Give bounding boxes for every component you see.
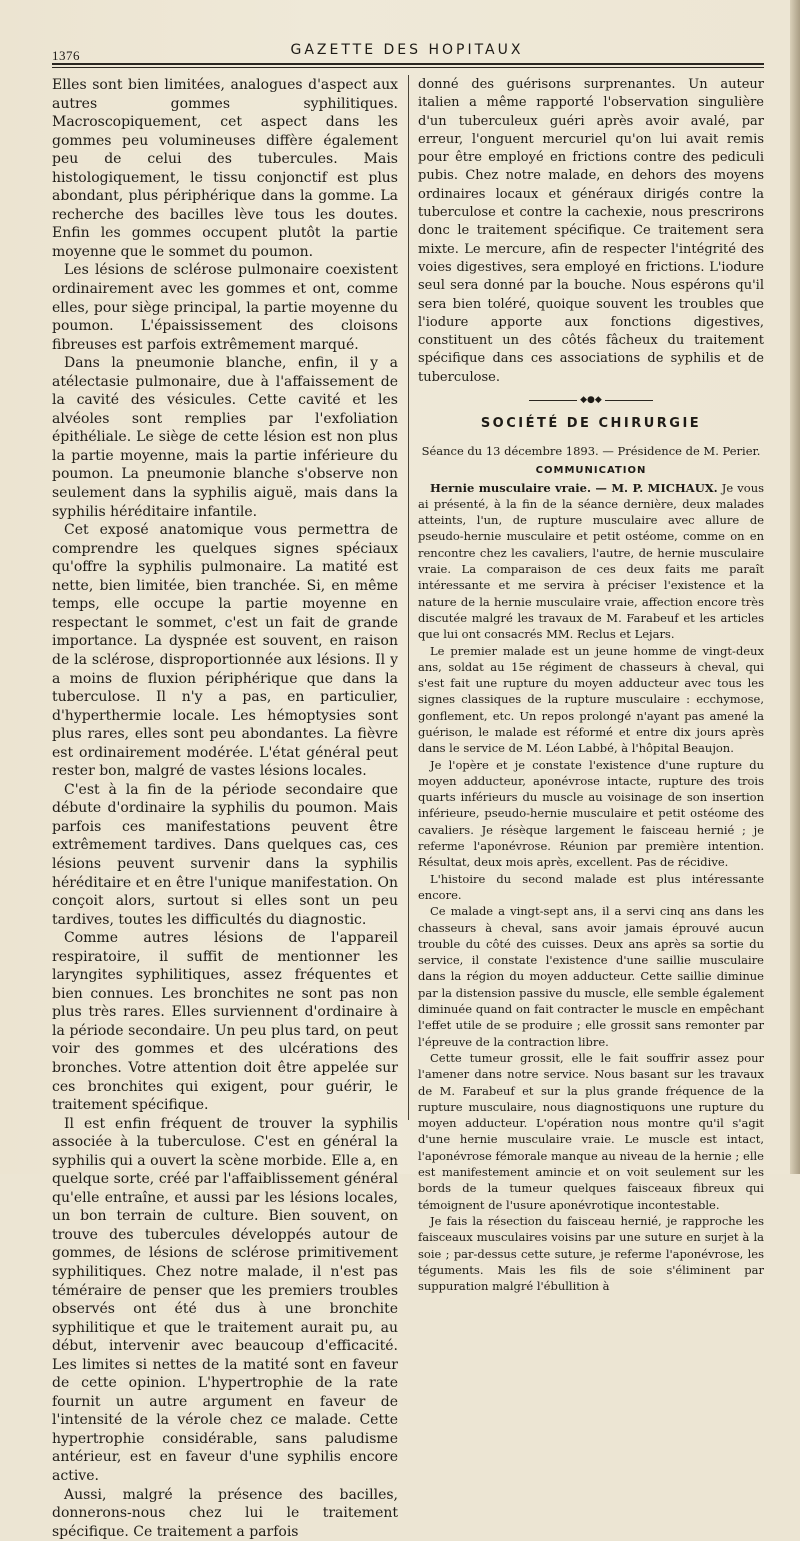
ornament-rule-left — [529, 400, 577, 401]
section-ornament — [418, 395, 764, 406]
column-divider — [408, 75, 409, 1120]
left-paragraph-5: C'est à la fin de la période secondaire que débute d'ordinaire la syphilis du poumon. Mais parfois ces manifestations peuvent être extrêmement tardives. Dans quelques cas, ces lésions peuvent survenir dans la syphilis héréditaire et en être l'unique manifestation. On conçoit alors, surtout si elles sont un peu tardives, toutes les difficultés du diagnostic. — [52, 781, 398, 928]
communication-heading: COMMUNICATION — [535, 464, 647, 476]
journal-title: GAZETTE DES HOPITAUX — [290, 42, 524, 58]
section-title: SOCIÉTÉ DE CHIRURGIE — [480, 415, 702, 431]
right-paragraph-6: Je fais la résection du faisceau hernié, je rapproche les faisceaux musculaires voisins par une suture en surjet à la soie ; par-dessus cette suture, je referme l'aponévrose, les téguments. Mais les fils de soie s'éliminent par suppuration malgré l'ébullition à — [418, 1213, 764, 1294]
left-paragraph-8: Aussi, malgré la présence des bacilles, donnerons-nous chez lui le traitement spécifique. Ce traitement a parfois — [52, 1486, 398, 1540]
communication-lead-text: Je vous ai présenté, à la fin de la séance dernière, deux malades atteints, l'un, de rupture musculaire avec allure de pseudo-hernie musculaire et petit ostéome, comme on en rencontre chez les cavaliers, l'autre, de hernie musculaire vraie. La comparaison de ces deux faits me paraît intéressante et me servira à préciser l'existence et la nature de la hernie musculaire vraie, affection encore très discutée malgré les travaux de M. Farabeuf et les articles que lui ont consacrés MM. Reclus et Lejars. — [418, 480, 764, 642]
ornament-dots-icon: ◆●◆ — [580, 395, 602, 406]
right-column — [418, 76, 764, 1294]
right-intro-paragraph: donné des guérisons surprenantes. Un auteur italien a même rapporté l'observation singulière d'un tuberculeux guéri après avoir avalé, par erreur, l'onguent mercuriel qu'on lui avait remis pour être employé en frictions contre des pediculi pubis. Chez notre malade, en dehors des moyens ordinaires locaux et généraux dirigés contre la tuberculose et contre la cachexie, nous prescrirons donc le traitement spécifique. Ce traitement sera mixte. Le mercure, afin de respecter l'intégrité des voies digestives, sera employé en frictions. L'iodure seul sera donné par la bouche. Nous espérons qu'il sera bien toléré, quoique souvent les troubles que l'iodure apporte aux fonctions digestives, constituent un des côtés fâcheux du traitement spécifique dans ces associations de syphilis et de tuberculose. — [418, 77, 764, 385]
left-column — [52, 76, 398, 1541]
session-line: Séance du 13 décembre 1893. — Présidence de M. Perier. — [421, 443, 761, 458]
header-rule-thick — [52, 63, 764, 65]
right-paragraph-1: Le premier malade est un jeune homme de vingt-deux ans, soldat au 15e régiment de chasseurs à cheval, qui s'est fait une rupture du moyen adducteur avec tous les signes classiques de la rupture musculaire : ecchymose, gonflement, etc. Un repos prolongé n'ayant pas amené la guérison, le malade est réformé et entre dix jours après dans le service de M. Léon Labbé, à l'hôpital Beaujon. — [418, 643, 764, 756]
header-rule-thin — [52, 67, 764, 68]
right-paragraph-2: Je l'opère et je constate l'existence d'une rupture du moyen adducteur, aponévrose intacte, rupture des trois quarts inférieurs du muscle au voisinage de son insertion inférieure, pseudo-hernie musculaire et petit ostéome des cavaliers. Je résèque largement le faisceau hernié ; je referme l'aponévrose. Réunion par première intention. Résultat, deux mois après, excellent. Pas de récidive. — [418, 757, 764, 870]
left-paragraph-1: Elles sont bien limitées, analogues d'aspect aux autres gommes syphilitiques. Macroscopiquement, cet aspect dans les gommes peu volumineuses diffère également peu de celui des tubercules. Mais histologiquement, le tissu conjonctif est plus abondant, plus périphérique dans la gomme. La recherche des bacilles lève tous les doutes. Enfin les gommes occupent plutôt la partie moyenne que le sommet du poumon. — [52, 77, 398, 260]
right-paragraph-3: L'histoire du second malade est plus intéressante encore. — [418, 871, 764, 902]
ornament-rule-right — [605, 400, 653, 401]
communication-lead-title: Hernie musculaire vraie. — M. P. MICHAUX. — [430, 480, 718, 495]
communication-lead-paragraph — [418, 480, 764, 643]
left-paragraph-6: Comme autres lésions de l'appareil respiratoire, il suffit de mentionner les laryngites syphilitiques, assez fréquentes et bien connues. Les bronchites ne sont pas non plus très rares. Elles surviennent d'ordinaire à la période secondaire. Un peu plus tard, on peut voir des gommes et des ulcérations des bronches. Votre attention doit être appelée sur ces bronchites qui exigent, pour guérir, le traitement spécifique. — [52, 930, 398, 1114]
left-paragraph-7: Il est enfin fréquent de trouver la syphilis associée à la tuberculose. C'est en général la syphilis qui a ouvert la scène morbide. Elle a, en quelque sorte, créé par l'affaiblissement général qu'elle entraîne, et aussi par les lésions locales, un bon terrain de culture. Bien souvent, on trouve des tubercules développés autour de gommes, de lésions de sclérose primitivement syphilitiques. Chez notre malade, il n'est pas téméraire de penser que les premiers troubles observés ont été dus à une bronchite syphilitique et que le traitement aurait pu, au début, intervenir avec beaucoup d'efficacité. Les limites si nettes de la matité sont en faveur de cette opinion. L'hypertrophie de la rate fournit un autre argument en faveur de l'intensité de la vérole chez ce malade. Cette hypertrophie considérable, sans paludisme antérieur, est en faveur d'une syphilis encore active. — [52, 1115, 398, 1485]
right-paragraph-4: Ce malade a vingt-sept ans, il a servi cinq ans dans les chasseurs à cheval, sans avoir jamais éprouvé aucun trouble du côté des cuisses. Deux ans après sa sortie du service, il constate l'existence d'une saillie musculaire dans la région du moyen adducteur. Cette saillie diminue par la distension passive du muscle, elle semble également diminuée quand on fait contracter le muscle en empêchant l'effet utile de se produire ; elle grossit sans remonter par l'épreuve de la contraction libre. — [418, 904, 764, 1049]
page-edge-shadow — [790, 0, 800, 1174]
left-paragraph-2: Les lésions de sclérose pulmonaire coexistent ordinairement avec les gommes et ont, comme elles, pour siège principal, la partie moyenne du poumon. L'épaississement des cloisons fibreuses est parfois extrêmement marqué. — [52, 262, 398, 353]
right-paragraph-5: Cette tumeur grossit, elle le fait souffrir assez pour l'amener dans notre service. Nous basant sur les travaux de M. Farabeuf et sur la plus grande fréquence de la rupture musculaire, nous diagnostiquons une rupture du moyen adducteur. L'opération nous montre qu'il s'agit d'une hernie musculaire vraie. Le muscle est intact, l'aponévrose fémorale manque au niveau de la hernie ; elle est manifestement amincie et on voit seulement sur les bords de la tumeur quelques faisceaux fibreux qui témoignent de l'usure aponévrotique incontestable. — [418, 1050, 764, 1212]
page-number: 1376 — [52, 48, 80, 63]
left-paragraph-4: Cet exposé anatomique vous permettra de comprendre les quelques signes spéciaux qu'offre la syphilis pulmonaire. La matité est nette, bien limitée, bien tranchée. Si, en même temps, elle occupe la partie moyenne en respectant le sommet, c'est un fait de grande importance. La dyspnée est souvent, en raison de la sclérose, disproportionnée aux lésions. Il y a moins de fluxion périphérique que dans la tuberculose. Il n'y a pas, en particulier, d'hyperthermie locale. Les hémoptysies sont plus rares, elles sont peu abondantes. La fièvre est ordinairement modérée. L'état général peut rester bon, malgré de vastes lésions locales. — [52, 522, 398, 780]
left-paragraph-3: Dans la pneumonie blanche, enfin, il y a atélectasie pulmonaire, due à l'affaissement de la cavité des vésicules. Cette cavité et les alvéoles sont remplies par l'exfoliation épithéliale. Le siège de cette lésion est non plus la partie moyenne, mais la partie inférieure du poumon. La pneumonie blanche s'observe non seulement dans la syphilis aiguë, mais dans la syphilis héréditaire infantile. — [52, 355, 398, 520]
page-header — [52, 42, 762, 63]
